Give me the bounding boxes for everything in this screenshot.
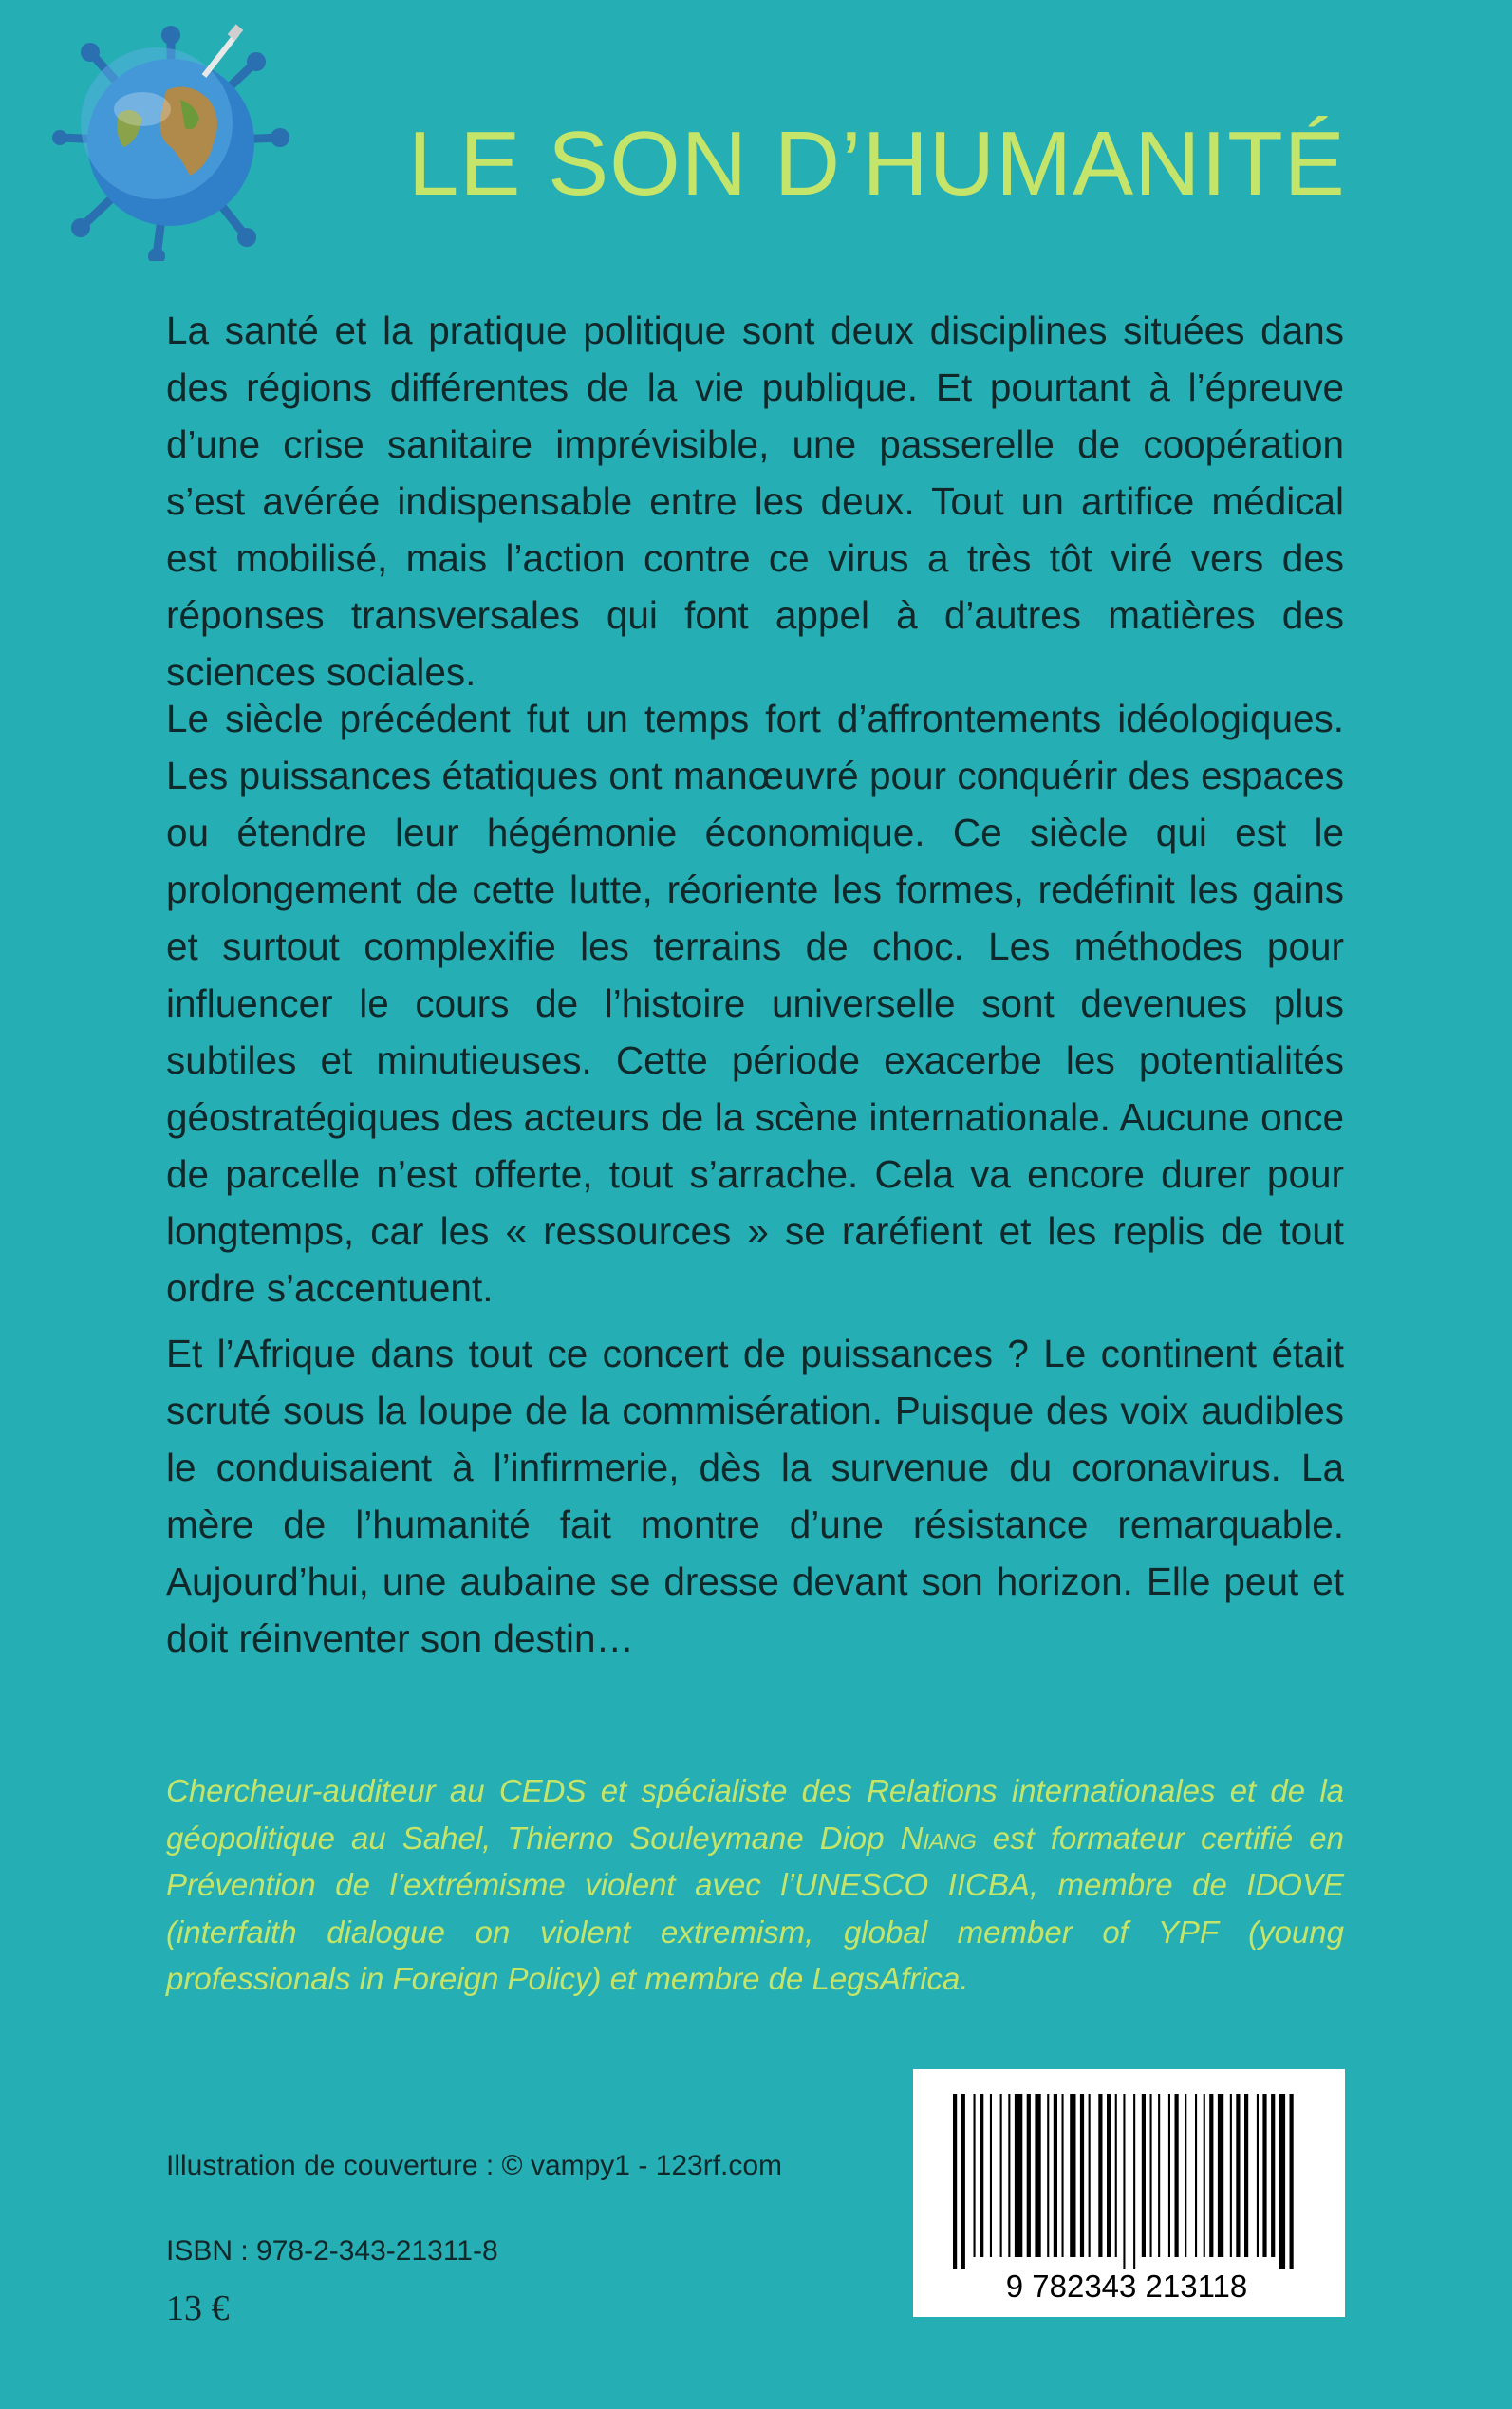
barcode-bar: [1015, 2094, 1022, 2257]
barcode-bar: [1218, 2094, 1223, 2257]
book-title: LE SON D’HUMANITÉ: [408, 113, 1346, 215]
barcode-bar: [1279, 2094, 1285, 2269]
barcode-bar: [1290, 2094, 1294, 2269]
barcode-bar: [980, 2094, 983, 2257]
author-surname: Niang: [900, 1820, 977, 1856]
barcode-bar: [1204, 2094, 1205, 2257]
barcode-digits: 9 782343 213118: [1005, 2269, 1248, 2304]
blurb-paragraph-2: Le siècle précédent fut un temps fort d’affrontements idéologiques. Les puissances étatiques ont manœuvré pour conquérir des espaces ou étendre leur hégémonie économique. Ce siècle qui est le prolongement de cette lutte, réoriente les formes, redéfinit les gains et surtout complexifie les terrains de choc. Les méthodes pour influencer le cours de l’histoire universelle sont devenues plus subtiles et minutieuses. Cette période exacerbe les potentialités géostratégiques des acteurs de la scène internationale. Aucune once de parcelle n’est offerte, tout s’arrache. Cela va encore durer pour longtemps, car les « ressources » se raréfient et les replis de tout ordre s’accentuent.: [166, 697, 1344, 1310]
barcode-bar: [953, 2094, 957, 2269]
barcode-bar: [1123, 2094, 1125, 2269]
author-bio-part-2: est formateur certifié en Prévention de l’extrémisme violent avec l’UNESCO IICBA, membre de IDOVE (interfaith dialogue on violent extremism, global member of YPF (young professionals in Foreign Policy) et membre de LegsAfrica.: [166, 1820, 1344, 1996]
barcode-bar: [1257, 2094, 1259, 2257]
barcode-bar: [990, 2094, 992, 2257]
barcode-bar: [1262, 2094, 1266, 2257]
price: 13 €: [166, 2288, 230, 2328]
blurb-paragraph-3: Et l’Afrique dans tout ce concert de puissances ? Le continent était scruté sous la loupe de la commisération. Puisque des voix audibles le conduisaient à l’infirmerie, dès la survenue du coronavirus. La mère de l’humanité fait montre d’une résistance remarquable. Aujourd’hui, une aubaine se dresse devant son horizon. Elle peut et doit réinventer son destin…: [166, 1332, 1344, 1660]
barcode-bar: [1209, 2094, 1213, 2257]
barcode-bar: [1089, 2094, 1091, 2257]
barcode-bar: [1158, 2094, 1160, 2257]
barcode-bar: [1133, 2094, 1135, 2269]
globe-virus-icon: [52, 24, 289, 261]
barcode-bar: [1080, 2094, 1084, 2257]
author-bio: [166, 1767, 1344, 2003]
barcode-bar: [1230, 2094, 1232, 2257]
barcode-bar: [1027, 2094, 1031, 2257]
barcode-graphic: [913, 2069, 1345, 2317]
author-bio-part-1: Chercheur-auditeur au CEDS et spécialiste des Relations internationales et de la géopolitique au Sahel, Thierno Souleymane Diop: [166, 1773, 1344, 1856]
barcode-bar: [1107, 2094, 1111, 2257]
illustration-credit: Illustration de couverture : © vampy1 - 123rf.com: [166, 2150, 783, 2181]
barcode-bar: [1008, 2094, 1010, 2257]
isbn: ISBN : 978-2-343-21311-8: [166, 2235, 498, 2267]
barcode-bar: [1047, 2094, 1049, 2257]
barcode-bar: [1244, 2094, 1248, 2257]
barcode: [913, 2069, 1345, 2317]
barcode-bar: [974, 2094, 976, 2257]
barcode-bar: [1035, 2094, 1040, 2257]
barcode-bar: [1168, 2094, 1170, 2257]
barcode-bar: [1175, 2094, 1179, 2257]
barcode-bar: [1150, 2094, 1152, 2257]
barcode-bar: [1195, 2094, 1197, 2257]
barcode-bar: [1115, 2094, 1117, 2257]
barcode-bar: [1062, 2094, 1064, 2257]
barcode-bar: [1098, 2094, 1102, 2257]
barcode-bar: [1142, 2094, 1146, 2257]
barcode-bar: [1054, 2094, 1057, 2257]
barcode-bar: [1070, 2094, 1075, 2257]
barcode-bar: [1000, 2094, 1002, 2257]
barcode-bar: [1185, 2094, 1186, 2257]
barcode-bar: [1236, 2094, 1240, 2257]
blurb-paragraph-1: La santé et la pratique politique sont deux disciplines situées dans des régions différentes de la vie publique. Et pourtant à l’épreuve d’une crise sanitaire imprévisible, une passerelle de coopération s’est avérée indispensable entre les deux. Tout un artifice médical est mobilisé, mais l’action contre ce virus a très tôt viré vers des réponses transversales qui font appel à d’autres matières des sciences sociales.: [166, 308, 1344, 694]
barcode-bar: [1271, 2094, 1275, 2257]
barcode-bar: [961, 2094, 965, 2269]
